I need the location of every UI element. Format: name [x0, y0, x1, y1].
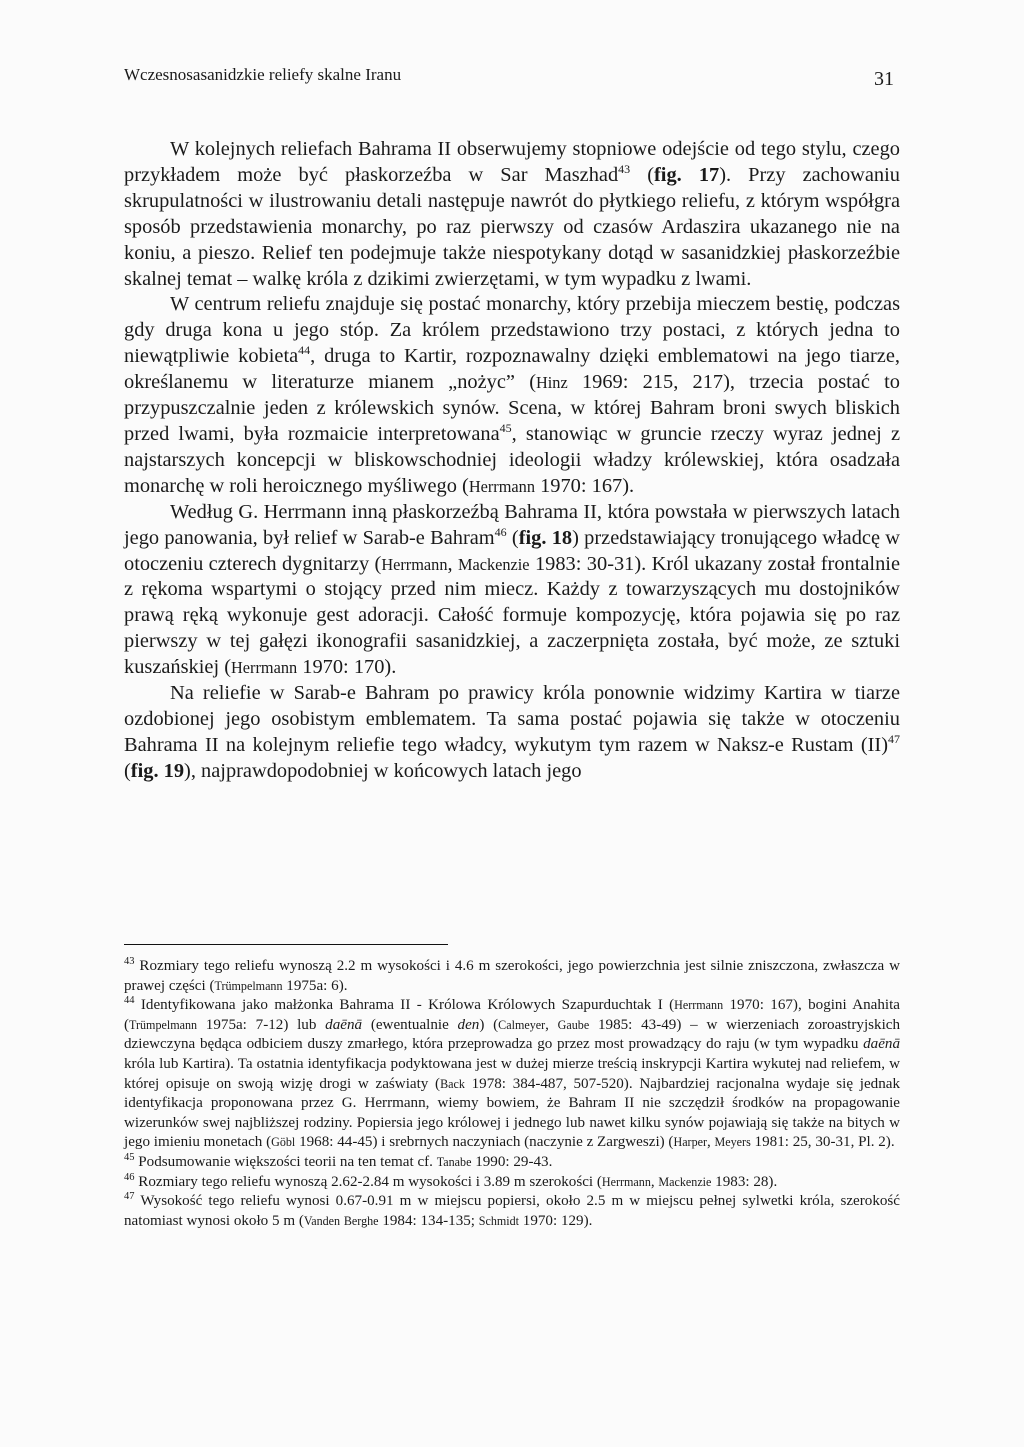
footnote-number: 47 [124, 1191, 135, 1203]
author-name: Herrmann [468, 476, 535, 496]
text-run: , druga to Kartir, rozpoznawalny dzięki emblematowi na jego tiarze, określanemu w literaturze mianem „nożyc” ( [124, 345, 901, 394]
text-run: 1990: 29-43. [471, 1153, 553, 1170]
text-run: , [447, 552, 458, 575]
text-run: ( [124, 759, 131, 782]
text-run: Identyfikowana jako małżonka Bahrama II - Królowa Królowych Szapurduchtak I ( [140, 997, 675, 1014]
footnote-ref: 44 [298, 343, 311, 358]
text-run: 1969: 215, 217), trzecia postać to przypuszczalnie jeden z królewskich synów. Scena, w której Bahram broni swych bliskich przed lwami, była rozmaicie interpretowana [124, 371, 900, 445]
paragraph [124, 137, 900, 292]
author-name: Herrmann [674, 998, 724, 1013]
author-name: Vanden [303, 1213, 341, 1228]
italic-term: den [457, 1016, 480, 1033]
author-name: Schmidt [478, 1213, 520, 1228]
author-name: Mackenzie [658, 1174, 712, 1189]
paragraph [124, 500, 900, 681]
footnote-number: 44 [124, 995, 135, 1007]
footnote-number: 45 [124, 1151, 135, 1163]
footnote-ref: 43 [618, 162, 631, 177]
italic-term: daēnā [863, 1036, 900, 1053]
text-run: Rozmiary tego reliefu wynoszą 2.2 m wysokości i 4.6 m szerokości, jego powierzchnia jest silnie zniszczona, zwłaszcza w prawej części ( [124, 958, 900, 994]
text-run: 1970: 129). [519, 1212, 593, 1229]
text-run: 1975a: 7-12) lub [197, 1016, 326, 1033]
author-name: Herrmann [381, 554, 448, 574]
main-text [124, 137, 900, 785]
text-run: 1968: 44-45) i srebrnych naczyniach (naczynie z Zargweszi) ( [295, 1134, 674, 1151]
text-run: ( [630, 163, 655, 186]
footnote-ref: 47 [888, 732, 900, 747]
text-run: Wysokość tego reliefu wynosi 0.67-0.91 m w miejscu popiersi, około 2.5 m w miejscu pełnej sylwetki króla, szerokość natomiast wynosi około 5 m ( [124, 1193, 900, 1229]
author-name: Hinz [535, 373, 568, 393]
figure-ref: fig. 18 [518, 526, 573, 549]
text-run: , [545, 1016, 558, 1033]
figure-ref: fig. 17 [654, 163, 720, 186]
italic-term: daēnā [325, 1016, 363, 1033]
footnote-number: 43 [124, 955, 135, 967]
author-name: Calmeyer [498, 1017, 546, 1032]
footnote [124, 1173, 900, 1193]
text-run: 1975a: 6). [282, 977, 348, 994]
footnote [124, 957, 900, 996]
footnote [124, 996, 900, 1153]
author-name: Trümpelmann [214, 978, 283, 993]
text-run: ( [506, 526, 519, 549]
text-run: Rozmiary tego reliefu wynoszą 2.62-2.84 m wysokości i 3.89 m szerokości ( [138, 1173, 602, 1190]
text-run: 1970: 170). [297, 656, 397, 679]
text-run: 1985: 43-49) – w wierzeniach zoroastryjskich dziewczyna będąca odbiciem duszy zmarłego, która przeprowadza go przez most prowadzący do raju (w tym wypadku [124, 1016, 901, 1053]
text-run: 1984: 134-135; [378, 1212, 479, 1229]
author-name: Trümpelmann [129, 1017, 198, 1032]
text-run: 1970: 167). [534, 474, 635, 497]
text-run: ) przedstawiający tronującego władcę w otoczeniu czterech dygnitarzy ( [124, 526, 900, 575]
text-run: W kolejnych reliefach Bahrama II obserwujemy stopniowe odejście od tego stylu, czego przykładem może być płaskorzeźba w Sar Maszhad [124, 138, 900, 186]
text-run: ). Przy zachowaniu skrupulatności w ilustrowaniu detali następuje nawrót do płytkiego reliefu, z którym współgra sposób przedstawienia monarchy, po raz pierwszy od czasów Ardaszira ukazanego nie na koniu, a pieszo. Relief ten podejmuje także niespotykany dotąd w sasanidzkiej płaskorzeźbie skalnej temat – walkę króla z dzikimi zwierzętami, w tym wypadku z lwami. [124, 163, 900, 290]
text-run: 1983: 30-31). Król ukazany został frontalnie z rękoma wspartymi o stojący przed nim miecz. Każdy z towarzyszących mu dostojników prawą ręką wykonuje gest adoracji. Całość formuje kompozycję, która pojawia się po raz pierwszy w tej gałęzi ikonografii sasanidzkiej, a zaczerpnięta została, być może, ze sztuki kuszańskiej ( [124, 552, 900, 679]
text-run: , stanowiąc w gruncie rzeczy wyraz jednej z najstarszych koncepcji w bliskowschodniej ideologii władzy królewskiej, która osadzała monarchę w roli heroicznego myśliwego ( [124, 422, 900, 497]
footnote [124, 1192, 900, 1231]
author-name: Harper [673, 1135, 707, 1150]
running-title: Wczesnosasanidzkie reliefy skalne Iranu [124, 65, 402, 84]
footnotes [124, 957, 900, 1231]
text-run: , [707, 1134, 715, 1151]
text-run: 1983: 28). [711, 1173, 778, 1190]
author-name: Meyers [714, 1135, 751, 1150]
author-name: Back [440, 1076, 465, 1091]
footnote-ref: 45 [499, 421, 512, 436]
author-name: Herrmann [601, 1174, 651, 1189]
text-run: (ewentualnie [362, 1016, 458, 1033]
text-run: króla lub Kartira). Ta ostatnia identyfikacja podyktowana jest w dużej mierze treścią inskrypcji Kartira wykutej nad reliefem, w której opisuje on swoją wizję drogi w zaświaty ( [124, 1055, 900, 1092]
author-name: Gaube [557, 1017, 590, 1032]
text-run: ) ( [479, 1016, 499, 1033]
author-name: Göbl [271, 1135, 296, 1150]
text-run: 1981: 25, 30-31, Pl. 2). [750, 1134, 895, 1151]
text-run: Na reliefie w Sarab-e Bahram po prawicy króla ponownie widzimy Kartira w tiarze ozdobionej jego osobistym emblematem. Ta sama postać pojawia się także w otoczeniu Bahrama II na kolejnym reliefie tego władcy, wykutym tym razem w Naksz-e Rustam (II) [124, 682, 900, 756]
text-run: Podsumowanie większości teorii na ten temat cf. [138, 1153, 437, 1170]
text-run: 1970: 167), bogini Anahita ( [124, 997, 901, 1033]
page-number: 31 [874, 68, 894, 90]
text-run: 1978: 384-487, 507-520). Najbardziej racjonalna wydaje się jednak identyfikacja proponowana przez G. Herrmann, wiemy bowiem, że Bahram II nie szczędził środków na propagowanie wizerunków swej najbliższej rodziny. Popiersia jego królowej i jednego lub nawet kilku synów pojawiają się także na bitych w jego imieniu monetach ( [124, 1075, 900, 1151]
footnote-ref: 46 [494, 524, 507, 539]
text-run: , [650, 1173, 659, 1190]
text-run: Według G. Herrmann inną płaskorzeźbą Bahrama II, która powstała w pierwszych latach jego panowania, był relief w Sarab-e Bahram [124, 500, 900, 549]
footnote-separator [124, 944, 448, 945]
footnote [124, 1153, 900, 1173]
paragraph [124, 681, 900, 785]
author-name: Herrmann [231, 658, 298, 678]
author-name: Berghe [343, 1213, 379, 1228]
author-name: Tanabe [436, 1154, 472, 1169]
author-name: Mackenzie [458, 554, 530, 574]
text-run: ), najprawdopodobniej w końcowych latach jego [184, 759, 582, 782]
figure-ref: fig. 19 [130, 759, 185, 782]
footnote-number: 46 [124, 1171, 135, 1183]
text-run: W centrum reliefu znajduje się postać monarchy, który przebija mieczem bestię, podczas gdy druga kona u jego stóp. Za królem przedstawiono trzy postaci, z których jedna to niewątpliwie kobieta [124, 293, 900, 368]
paragraph [124, 292, 900, 499]
